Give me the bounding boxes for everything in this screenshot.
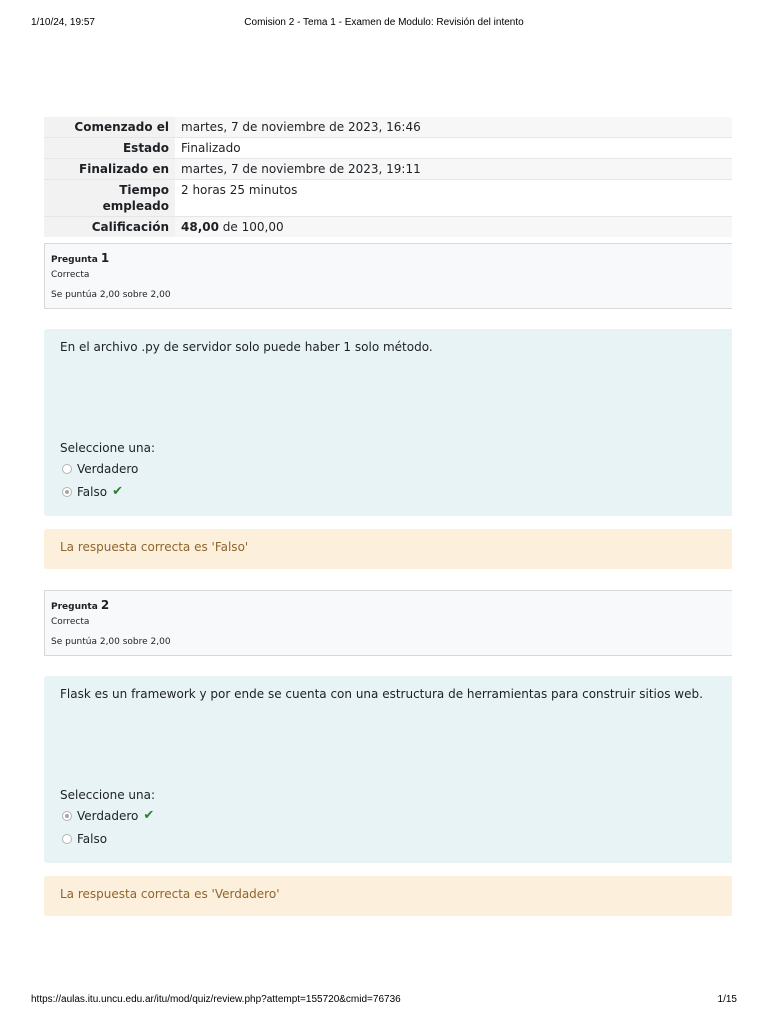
summary-row-started bbox=[44, 117, 732, 138]
option-falso[interactable] bbox=[62, 832, 107, 846]
answer-prompt: Seleccione una: bbox=[60, 441, 155, 455]
question-number-value: 1 bbox=[100, 251, 110, 265]
summary-label: Finalizado en bbox=[44, 159, 175, 180]
summary-label: Estado bbox=[44, 138, 175, 159]
summary-label: Comenzado el bbox=[44, 117, 175, 138]
option-label: Falso bbox=[77, 485, 108, 499]
question-state: Correcta bbox=[51, 270, 90, 280]
summary-value: 2 horas 25 minutos bbox=[175, 180, 732, 217]
summary-row-time-taken bbox=[44, 180, 732, 217]
question-label: Pregunta bbox=[51, 255, 98, 265]
question-text: Flask es un framework y por ende se cuenta con una estructura de herramientas para construir sitios web. bbox=[60, 687, 703, 701]
summary-label: Tiempo empleado bbox=[44, 180, 175, 217]
right-answer-text: La respuesta correcta es 'Verdadero' bbox=[60, 887, 280, 901]
correct-check-icon: ✔ bbox=[112, 484, 123, 499]
option-falso[interactable] bbox=[62, 485, 123, 499]
radio-button-selected[interactable] bbox=[62, 487, 72, 497]
print-title: Comision 2 - Tema 1 - Examen de Modulo: Revisión del intento bbox=[244, 17, 524, 28]
question-info-1 bbox=[44, 243, 732, 309]
option-label: Verdadero bbox=[77, 809, 139, 823]
question-formulation-2 bbox=[44, 676, 732, 863]
question-info-2 bbox=[44, 590, 732, 656]
summary-value bbox=[175, 217, 732, 238]
grade-score: 48,00 bbox=[181, 220, 219, 234]
right-answer-feedback-1 bbox=[44, 529, 732, 569]
question-formulation-1 bbox=[44, 329, 732, 516]
summary-row-grade bbox=[44, 217, 732, 238]
grade-total: de 100,00 bbox=[218, 220, 284, 234]
question-grade: Se puntúa 2,00 sobre 2,00 bbox=[51, 290, 171, 300]
print-header bbox=[0, 17, 768, 31]
summary-value: martes, 7 de noviembre de 2023, 19:11 bbox=[175, 159, 732, 180]
correct-check-icon: ✔ bbox=[143, 808, 155, 823]
summary-label: Calificación bbox=[44, 217, 175, 238]
print-page-number: 1/15 bbox=[717, 994, 737, 1005]
option-label: Verdadero bbox=[77, 462, 139, 476]
question-number bbox=[51, 598, 109, 612]
radio-button[interactable] bbox=[62, 834, 72, 844]
right-answer-text: La respuesta correcta es 'Falso' bbox=[60, 540, 249, 554]
option-verdadero[interactable] bbox=[62, 809, 154, 823]
question-label: Pregunta bbox=[51, 602, 98, 612]
option-label: Falso bbox=[77, 832, 108, 846]
print-date: 1/10/24, 19:57 bbox=[31, 17, 95, 28]
radio-button-selected[interactable] bbox=[62, 811, 72, 821]
summary-row-state bbox=[44, 138, 732, 159]
question-number bbox=[51, 251, 109, 265]
summary-value: martes, 7 de noviembre de 2023, 16:46 bbox=[175, 117, 732, 138]
radio-button[interactable] bbox=[62, 464, 72, 474]
print-url: https://aulas.itu.uncu.edu.ar/itu/mod/quiz/review.php?attempt=155720&cmid=76736 bbox=[31, 994, 401, 1005]
attempt-summary-table bbox=[44, 117, 732, 237]
summary-value: Finalizado bbox=[175, 138, 732, 159]
question-number-value: 2 bbox=[100, 598, 110, 612]
question-text: En el archivo .py de servidor solo puede haber 1 solo método. bbox=[60, 340, 433, 354]
question-grade: Se puntúa 2,00 sobre 2,00 bbox=[51, 637, 171, 647]
option-verdadero[interactable] bbox=[62, 462, 138, 476]
right-answer-feedback-2 bbox=[44, 876, 732, 916]
answer-prompt: Seleccione una: bbox=[60, 788, 155, 802]
question-state: Correcta bbox=[51, 617, 90, 627]
summary-row-finished bbox=[44, 159, 732, 180]
